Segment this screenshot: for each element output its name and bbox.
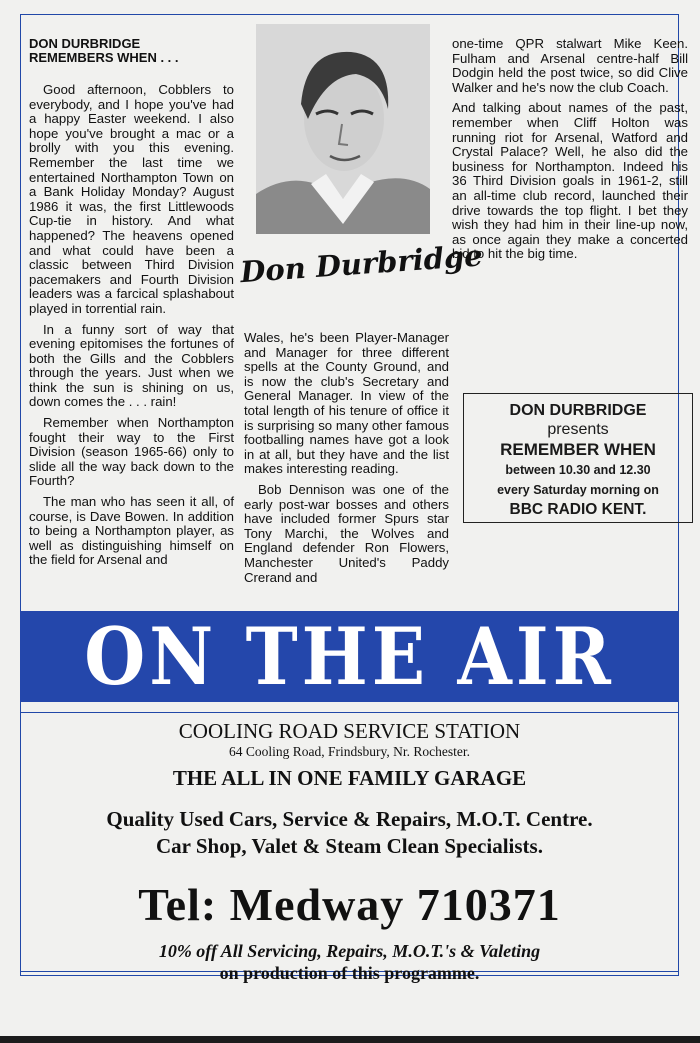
- page-bottom-edge: [0, 1036, 700, 1043]
- paragraph: And talking about names of the past, remember when Cliff Holton was running riot for Arsenal, Watford and Crystal Palace? Well, he also did the business for Northampton. Indeed his 36 Third Division goals in 1961-2, still an all-time club record, launched their drive towards the top flight. I bet they wish they had him in their line-up now, as once again they make a concerted bid to hit the big time.: [452, 100, 688, 262]
- heading-line-1: DON DURBRIDGE: [29, 36, 141, 51]
- promo-station: BBC RADIO KENT.: [509, 501, 647, 518]
- ad-telephone: Tel: Medway 710371: [138, 879, 561, 930]
- promo-presenter: DON DURBRIDGE: [509, 402, 647, 419]
- author-signature: Don Durbridge: [239, 238, 484, 290]
- article-heading: [29, 37, 234, 65]
- ad-production-note: on production of this programme.: [219, 963, 480, 983]
- ad-address: 64 Cooling Road, Frindsbury, Nr. Rochester.: [229, 744, 470, 759]
- radio-promo-box: [463, 393, 693, 523]
- promo-presents: presents: [547, 421, 609, 438]
- ad-services-line-2: Car Shop, Valet & Steam Clean Specialists.: [156, 834, 543, 858]
- ad-discount: 10% off All Servicing, Repairs, M.O.T.'s & Valeting: [158, 941, 541, 961]
- paragraph: Wales, he's been Player-Manager and Manager for three different spells at the County Ground, and is now the club's Secretary and General Manager. In view of the total length of his tenure of office it is surprising so many other famous footballing names have got a look in at all, but they have and the list makes interesting reading.: [244, 330, 449, 477]
- paragraph: Remember when Northampton fought their way to the First Division (season 1965-66) only to slide all the way back down to the Fourth?: [29, 415, 234, 489]
- ad-services-line-1: Quality Used Cars, Service & Repairs, M.O.T. Centre.: [106, 807, 593, 831]
- article-column-3: [452, 37, 688, 268]
- paragraph: The man who has seen it all, of course, is Dave Bowen. In addition to being a Northampton player, as well as distinguishing himself on the field for Arsenal and: [29, 494, 234, 568]
- promo-day: every Saturday morning on: [497, 483, 659, 497]
- paragraph: Bob Dennison was one of the early post-war bosses and others have included former Spurs star Tony Marchi, the Wolves and England defender Ron Flowers, Manchester United's Paddy Crerand and: [244, 481, 449, 585]
- garage-advertisement: [20, 712, 679, 983]
- heading-line-2: REMEMBERS WHEN . . .: [29, 50, 179, 65]
- on-the-air-banner: [20, 611, 679, 702]
- portrait-image: [256, 24, 430, 234]
- author-photo: [256, 24, 430, 234]
- paragraph: one-time QPR stalwart Mike Keen. Fulham and Arsenal centre-half Bill Dodgin held the post twice, so did Clive Walker and he's now the club Coach.: [452, 36, 688, 95]
- paragraph: Good afternoon, Cobblers to everybody, and I hope you've had a happy Easter weekend. I also hope you've brought a mac or a brolly with you this evening. Remember the last time we entertained Northampton Town on a Bank Holiday Monday? August 1986 it was, the first Littlewoods Cup-tie in history. And what happened? The heavens opened and what could have been a classic between Third Division pacemakers and Fourth Division leaders was a farcical splashabout played in torrential rain.: [29, 82, 234, 316]
- promo-show-title: REMEMBER WHEN: [500, 440, 656, 459]
- article-column-2: [244, 331, 449, 591]
- banner-text: ON THE AIR: [84, 609, 615, 703]
- promo-time: between 10.30 and 12.30: [505, 463, 651, 477]
- ad-slogan: THE ALL IN ONE FAMILY GARAGE: [172, 766, 527, 790]
- paragraph: In a funny sort of way that evening epitomises the fortunes of both the Gills and the Cobblers through the years. Just when we think the sun is shining on us, down comes the . . . rain!: [29, 321, 234, 410]
- article-column-1: [29, 37, 234, 574]
- ad-station-name: COOLING ROAD SERVICE STATION: [178, 719, 521, 743]
